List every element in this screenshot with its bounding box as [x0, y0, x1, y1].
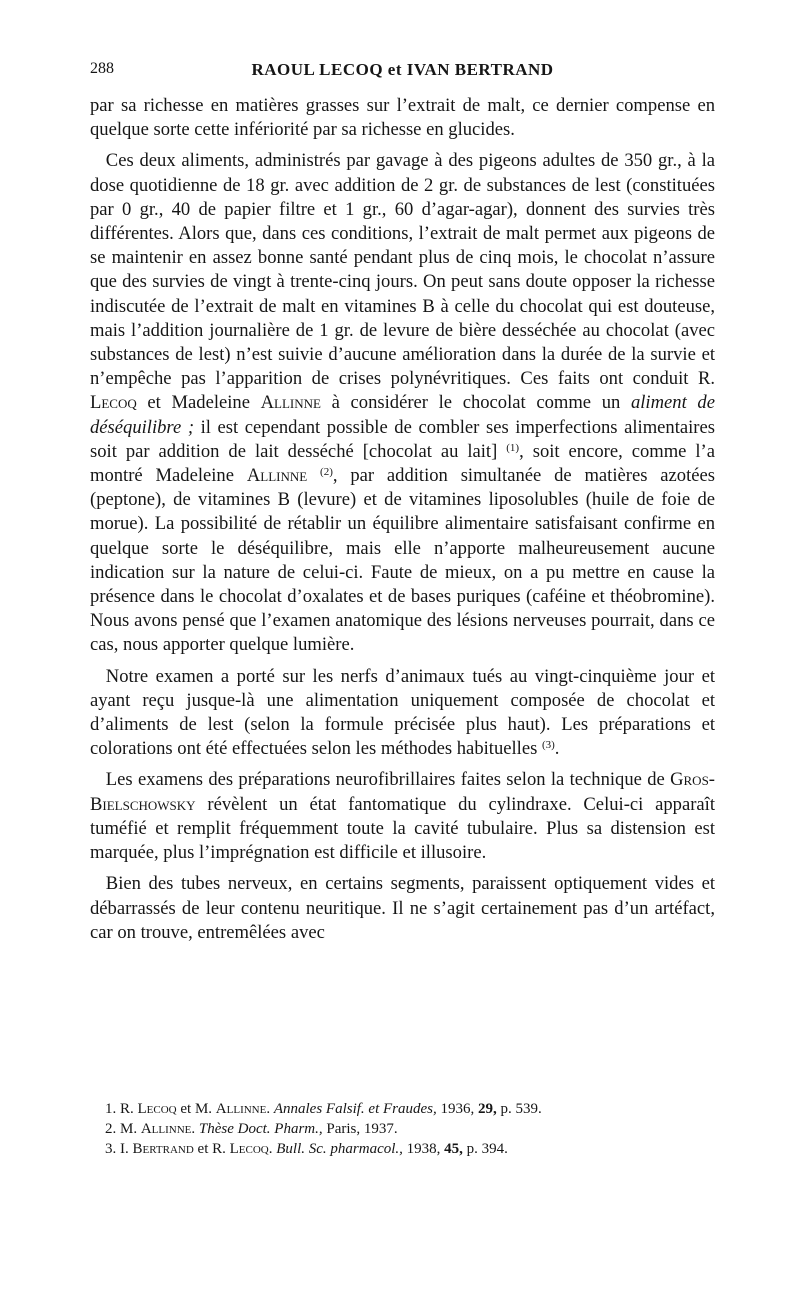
- paragraph-5: Bien des tubes nerveux, en certains segments, paraissent optiquement vides et débarrassés de leur contenu neuritique. Il ne s’agit certainement pas d’un artéfact, car on trouve, entremêlées avec: [90, 873, 715, 943]
- body-text: [90, 94, 715, 945]
- paragraph-4: Les examens des préparations neurofibrillaires faites selon la technique de Gros-Bielschowsky révèlent un état fantomatique du cylindraxe. Celui-ci apparaît tuméfié et remplit fréquemment toute la cavité tubulaire. Plus sa distension est marquée, plus l’imprégnation est difficile et illusoire.: [90, 769, 715, 864]
- footnote-3: 3. I. Bertrand et R. Lecoq. Bull. Sc. pharmacol., 1938, 45, p. 394.: [105, 1141, 508, 1157]
- footnote-ref-1: (1): [506, 441, 520, 454]
- running-title: RAOUL LECOQ et IVAN BERTRAND: [251, 60, 554, 79]
- footnote-ref-3: (3): [541, 739, 555, 752]
- footnote-2: 2. M. Allinne. Thèse Doct. Pharm., Paris, 1937.: [105, 1121, 398, 1137]
- running-head: [90, 60, 715, 86]
- author-name: Allinne: [260, 392, 321, 414]
- paragraph-2: Ces deux aliments, administrés par gavage à des pigeons adultes de 350 gr., à la dose quotidienne de 18 gr. avec addition de 2 gr. de substances de lest (constituées par 0 gr., 40 de papier filtre et 1 gr., 60 d’agar-agar), donnent des survies très différentes. Alors que, dans ces conditions, l’extrait de malt permet aux pigeons de se maintenir en assez bonne santé pendant plus de cinq mois, le chocolat n’assure que des survies de vingt à trente-cinq jours. On peut sans doute opposer la richesse indiscutée de l’extrait de malt en vitamines B à celle du chocolat qui est douteuse, mais l’addition journalière de 1 gr. de levure de bière desséchée au chocolat (avec substances de lest) n’est suivie d’aucune amélioration dans la durée de la survie et n’empêche pas l’apparition de crises polynévritiques. Ces faits ont conduit R. Lecoq et Madeleine Allinne à considérer le chocolat comme un aliment de déséquilibre ; il est cependant possible de combler ses imperfections alimentaires soit par addition de lait desséché [chocolat au lait] $^{(1)}$, soit encore, comme l’a montré Madeleine Allinne $^{(2)}$, par addition simultanée de matières azotées (peptone), de vitamines B (levure) et de vitamines liposolubles (huile de foie de morue). La possibilité de rétablir un équilibre alimentaire satisfaisant confirme en quelque sorte le déséquilibre, mais elle n’apporte malheureusement aucune indication sur la nature de celui-ci. Faute de mieux, on a pu mettre en cause la présence dans le chocolat d’oxalates et de bases puriques (caféine et théobromine). Nous avons pensé que l’examen anatomique des lésions nerveuses pourrait, dans ce cas, nous apporter quelque lumière.: [90, 150, 715, 656]
- author-name: Lecoq: [90, 392, 137, 414]
- author-name: Gros-Bielschowsky: [90, 769, 715, 815]
- footnote-ref-2: (2): [320, 466, 333, 479]
- footnotes: [105, 1099, 715, 1159]
- paragraph-3: Notre examen a porté sur les nerfs d’animaux tués au vingt-cinquième jour et ayant reçu jusque-là une alimentation uniquement composée de chocolat et d’aliments de lest (selon la formule précisée plus haut). Les préparations et colorations ont été effectuées selon les méthodes habituelles $^{(3)}$.: [90, 665, 715, 760]
- footnote-1: 1. R. Lecoq et M. Allinne. Annales Falsif. et Fraudes, 1936, 29, p. 539.: [105, 1101, 542, 1117]
- paragraph-1: par sa richesse en matières grasses sur l’extrait de malt, ce dernier compense en quelque sorte cette infériorité par sa richesse en glucides.: [90, 95, 715, 141]
- page-number: 288: [90, 60, 114, 77]
- author-name: Allinne: [246, 465, 308, 487]
- emphasis-text: aliment de déséquilibre ;: [90, 392, 715, 438]
